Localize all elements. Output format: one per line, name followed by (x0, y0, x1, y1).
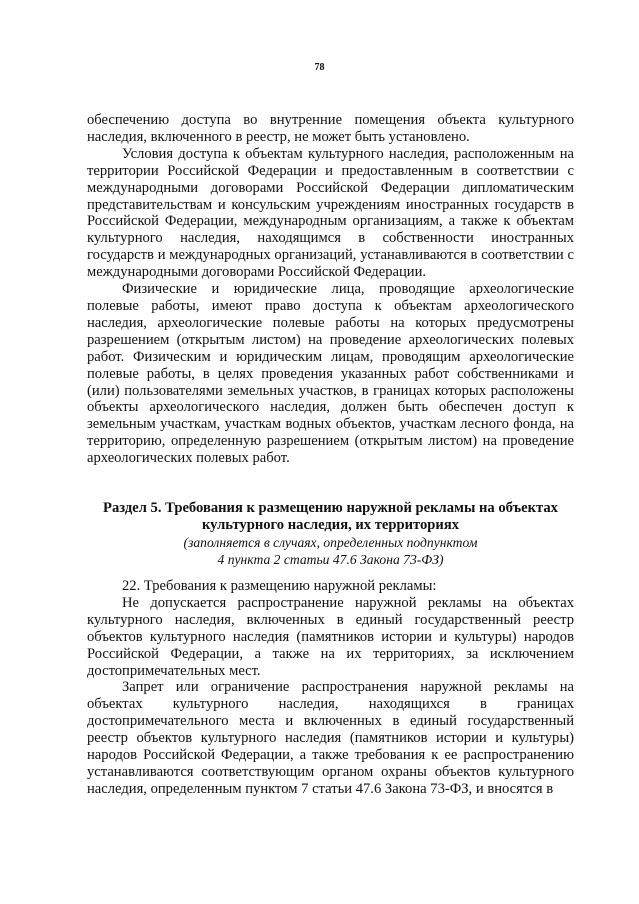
section-title-line-2: культурного наследия, их территориях (201, 517, 460, 533)
paragraph-access-conditions: Условия доступа к объектам культурного наследия, расположенным на территории Российской Федерации и предоставленным в соответствии с международными договорами Российской Федерации дипломатическим представительствам и консульским учреждениям иностранных государств в Российской Федерации, международным организациям, а также к объектам культурного наследия, находящимся в собственности иностранных государств и международных организаций, устанавливаются в соответствии с международными договорами Российской Федерации. (87, 145, 574, 281)
paragraph-advertising-ban: Не допускается распространение наружной рекламы на объектах культурного наследия, включенных в единый государственный реестр объектов культурного наследия (памятников истории и культуры) народов Российской Федерации, а также на их территориях, за исключением достопримечательных мест. (87, 594, 574, 679)
body-text-bottom (87, 578, 574, 798)
section-note-line-2: 4 пункта 2 статьи 47.6 Закона 73-ФЗ) (217, 551, 444, 567)
section-title-line-1: Раздел 5. Требования к размещению наружной рекламы на объектах (103, 500, 558, 516)
paragraph-continuation: обеспечению доступа во внутренние помещения объекта культурного наследия, включенного в реестр, не может быть установлено. (87, 112, 574, 145)
paragraph-advertising-restriction: Запрет или ограничение распространения наружной рекламы на объектах культурного наследия, находящихся в границах достопримечательного места и включенных в единый государственный реестр объектов культурного наследия (памятников истории и культуры) народов Российской Федерации, а также требования к ее распространению устанавливаются соответствующим органом охраны объектов культурного наследия, определенным пунктом 7 статьи 47.6 Закона 73-ФЗ, и вносятся в (87, 679, 574, 797)
page-number: 78 (314, 62, 325, 73)
paragraph-archaeological-access: Физические и юридические лица, проводящие археологические полевые работы, имеют право доступа к объектам археологического наследия, археологические полевые работы на которых предусмотрены разрешением (открытым листом) на проведение археологических полевых работ. Физическим и юридическим лицам, проводящим археологические полевые работы, в целях проведения указанных работ собственниками и (или) пользователями земельных участков, в границах которых расположены объекты археологического наследия, должен быть обеспечен доступ к земельным участкам, участкам водных объектов, участкам лесного фонда, на территорию, определенную разрешением (открытым листом) на проведение археологических полевых работ. (87, 281, 574, 467)
section-title (87, 500, 574, 534)
section-note-line-1: (заполняется в случаях, определенных подпунктом (183, 535, 478, 550)
paragraph-item-22: 22. Требования к размещению наружной рекламы: (122, 578, 437, 594)
section-note (87, 535, 574, 568)
body-text-top (87, 112, 574, 467)
